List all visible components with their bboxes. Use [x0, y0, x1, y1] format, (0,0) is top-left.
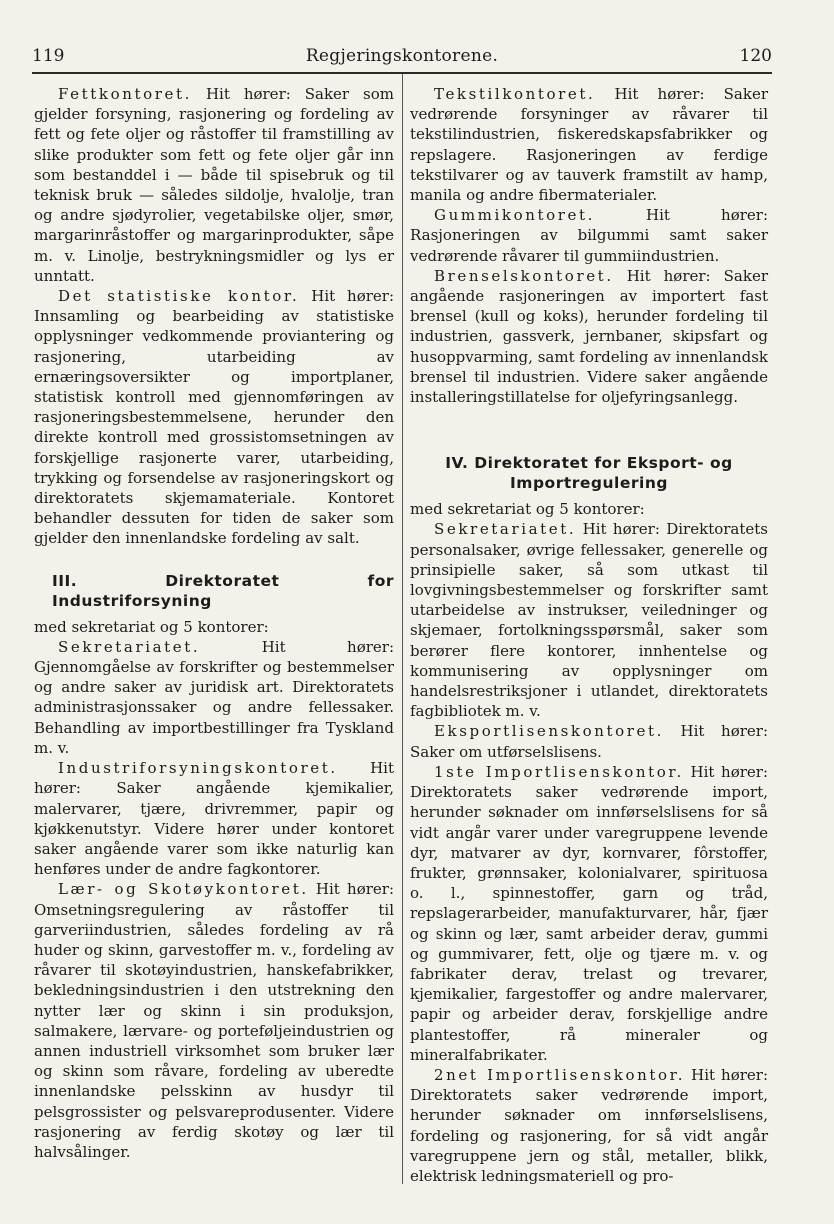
paragraph-statistiske-kontor [34, 286, 394, 549]
running-title: Regjeringskontorene. [305, 46, 499, 66]
office-heading: Tekstilkontoret. [434, 85, 596, 103]
section-intro: med sekretariat og 5 kontorer: [410, 500, 645, 519]
office-heading: Det statistiske kontor. [58, 287, 300, 306]
paragraph-sekretariatet [34, 637, 394, 758]
paragraph-text: Hit hører: Gjennomgåelse av forskrifter og bestemmelser og andre saker av juridisk art. Direktoratets administrasjonssaker og andre fellessaker. Behandling av importbestillinger fra Tyskland m. v. [34, 637, 394, 757]
page-header [32, 46, 772, 72]
left-column [34, 84, 394, 1162]
office-heading: Sekretariatet. [434, 520, 577, 539]
paragraph-text: Hit hører: Saker som gjelder forsyning, rasjonering og fordeling av fett og fete oljer og råstoffer til framstilling av slike produkter som fett og fete oljer går inn som bestanddel i — både til spisebruk og til teknisk bruk — således sildolje, hvalolje, tran og andre sjødyrolier, vegetabilske oljer, smør, margarinråstoffer og margarinprodukter, såpe m. v. Linolje, bestrykningsmidler og lys er unntatt. [34, 85, 394, 285]
office-heading: 2net Importlisenskontor. [434, 1065, 686, 1084]
paragraph-2net-importlisenskontor [410, 1065, 768, 1186]
paragraph-text: Hit hører: Innsamling og bearbeiding av statistiske opplysninger vedkommende proviantering og rasjonering, utarbeiding av ernæringsoversikter og importplaner, statistisk kontroll med gjennomføringen av rasjoneringsbestemmelsene, herunder den direkte kontroll med grossistomsetningen av forskjellige rasjonerte varer, utarbeiding, trykking og forsendelse av rasjoneringskort og direktoratets skjemamateriale. Kontoret behandler dessuten for tiden de saker som gjelder den innenlandske fordeling av salt. [34, 287, 395, 548]
section-heading-iv: IV. Direktoratet for Eksport- og Importregulering [445, 454, 733, 493]
paragraph-fettkontoret [34, 84, 394, 286]
office-heading: Industriforsyningskontoret. [58, 759, 338, 778]
office-heading: Fettkontoret. [58, 85, 193, 103]
paragraph-1ste-importlisenskontor [410, 762, 768, 1065]
paragraph-text: Hit hører: Rasjoneringen av bilgummi samt saker vedrørende råvarer til gummiindustrien. [410, 206, 768, 265]
paragraph-text: Hit hører: Direktoratets saker vedrørende import, herunder søknader om innførselslisens, fordeling og rasjonering, for så vidt angår varegruppene jern og stål, metaller, blikk, elektrisk ledningsmateriell og pro- [410, 1065, 768, 1185]
page-number-left: 119 [32, 46, 65, 66]
office-heading: Eksportlisenskontoret. [434, 722, 664, 741]
paragraph-text: Hit hører: Saker vedrørende forsyninger av råvarer til tekstilindustrien, fiskeredskapsfabrikker og repslagere. Rasjoneringen av ferdige tekstilvarer og av tauverk framstilt av hamp, manila og andre fibermaterialer. [410, 85, 768, 205]
paragraph-text: Hit hører: Omsetningsregulering av råstoffer til garveriindustrien, således fordeling av rå huder og skinn, garvestoffer m. v., fordeling av råvarer til skotøyindustrien, hanskefabrikker, bekledningsindustrien i den utstrekning den nytter lær og skinn i sin produksjon, salmakere, lærvare- og porteføljeindustrien og annen industriell virksomhet som bruker lær og skinn som råvare, fordeling av uberedte innenlandske pelsskinn av husdyr til pelsgrossister og pelsvareprodusenter. Videre rasjonering av ferdig skotøy og lær til halvsålinger. [34, 880, 394, 1161]
column-divider [402, 74, 403, 1184]
paragraph-industriforsyningskontoret [34, 758, 394, 879]
section-intro: med sekretariat og 5 kontorer: [34, 617, 269, 636]
office-heading: Gummikontoret. [434, 206, 595, 225]
paragraph-text: Hit hører: Saker om utførselslisens. [410, 722, 768, 761]
office-heading: Brenselskontoret. [434, 266, 614, 285]
paragraph-text: Hit hører: Direktoratets saker vedrørende import, herunder søknader om innførselslisens for så vidt angår varer under varegruppene levende dyr, matvarer av dyr, kornvarer, fôrstoffer, frukter, grønnsaker, kolonialvarer, spirituosa o. l., spinnestoffer, garn og tråd, repslagerarbeider, manufakturvarer, hår, fjær og skinn og lær, samt arbeider derav, gummi og gummivarer, fett, olje og tjære m. v. og fabrikater derav, trelast og trevarer, kjemikalier, fargestoffer og andre malervarer, papir og arbeider derav, forskjellige andre plantestoffer, rå mineraler og mineralfabrikater. [410, 762, 769, 1064]
office-heading: Lær- og Skotøykontoret. [58, 880, 309, 899]
page-number-right: 120 [739, 46, 772, 66]
paragraph-text: Hit hører: Saker angående kjemikalier, malervarer, tjære, drivremmer, papir og kjøkkenutstyr. Videre hører under kontoret saker angående varer som ikke naturlig kan henføres under de andre fagkontorer. [34, 759, 394, 879]
paragraph-tekstilkontoret [410, 84, 768, 205]
section-heading-iii: III. Direktoratet for Industriforsyning [52, 571, 394, 610]
paragraph-sekretariatet [410, 519, 768, 721]
paragraph-text: Hit hører: Saker angående rasjoneringen av importert fast brensel (kull og koks), herunder fordeling til industrien, gassverk, jernbaner, skipsfart og husoppvarming, samt fordeling av innenlandsk brensel til industrien. Videre saker angående installeringstillatelse for oljefyringsanlegg. [410, 266, 768, 407]
paragraph-eksportlisenskontoret [410, 721, 768, 761]
office-heading: Sekretariatet. [58, 637, 201, 656]
paragraph-laer-og-skotoykontoret [34, 879, 394, 1162]
office-heading: 1ste Importlisenskontor. [434, 762, 684, 781]
paragraph-brenselskontoret [410, 266, 768, 407]
paragraph-gummikontoret [410, 205, 768, 266]
right-column [410, 84, 768, 1186]
paragraph-text: Hit hører: Direktoratets personalsaker, øvrige fellessaker, generelle og prinsipielle saker, så som utkast til lovgivningsbestemmelser og forskrifter samt utarbeidelse av instrukser, veiledninger og skjemaer, fortolkningsspørsmål, saker som berører flere kontorer, innhentelse og kommunisering av opplysninger om handelsrestriksjoner i utlandet, direktoratets fagbibliotek m. v. [410, 520, 768, 721]
